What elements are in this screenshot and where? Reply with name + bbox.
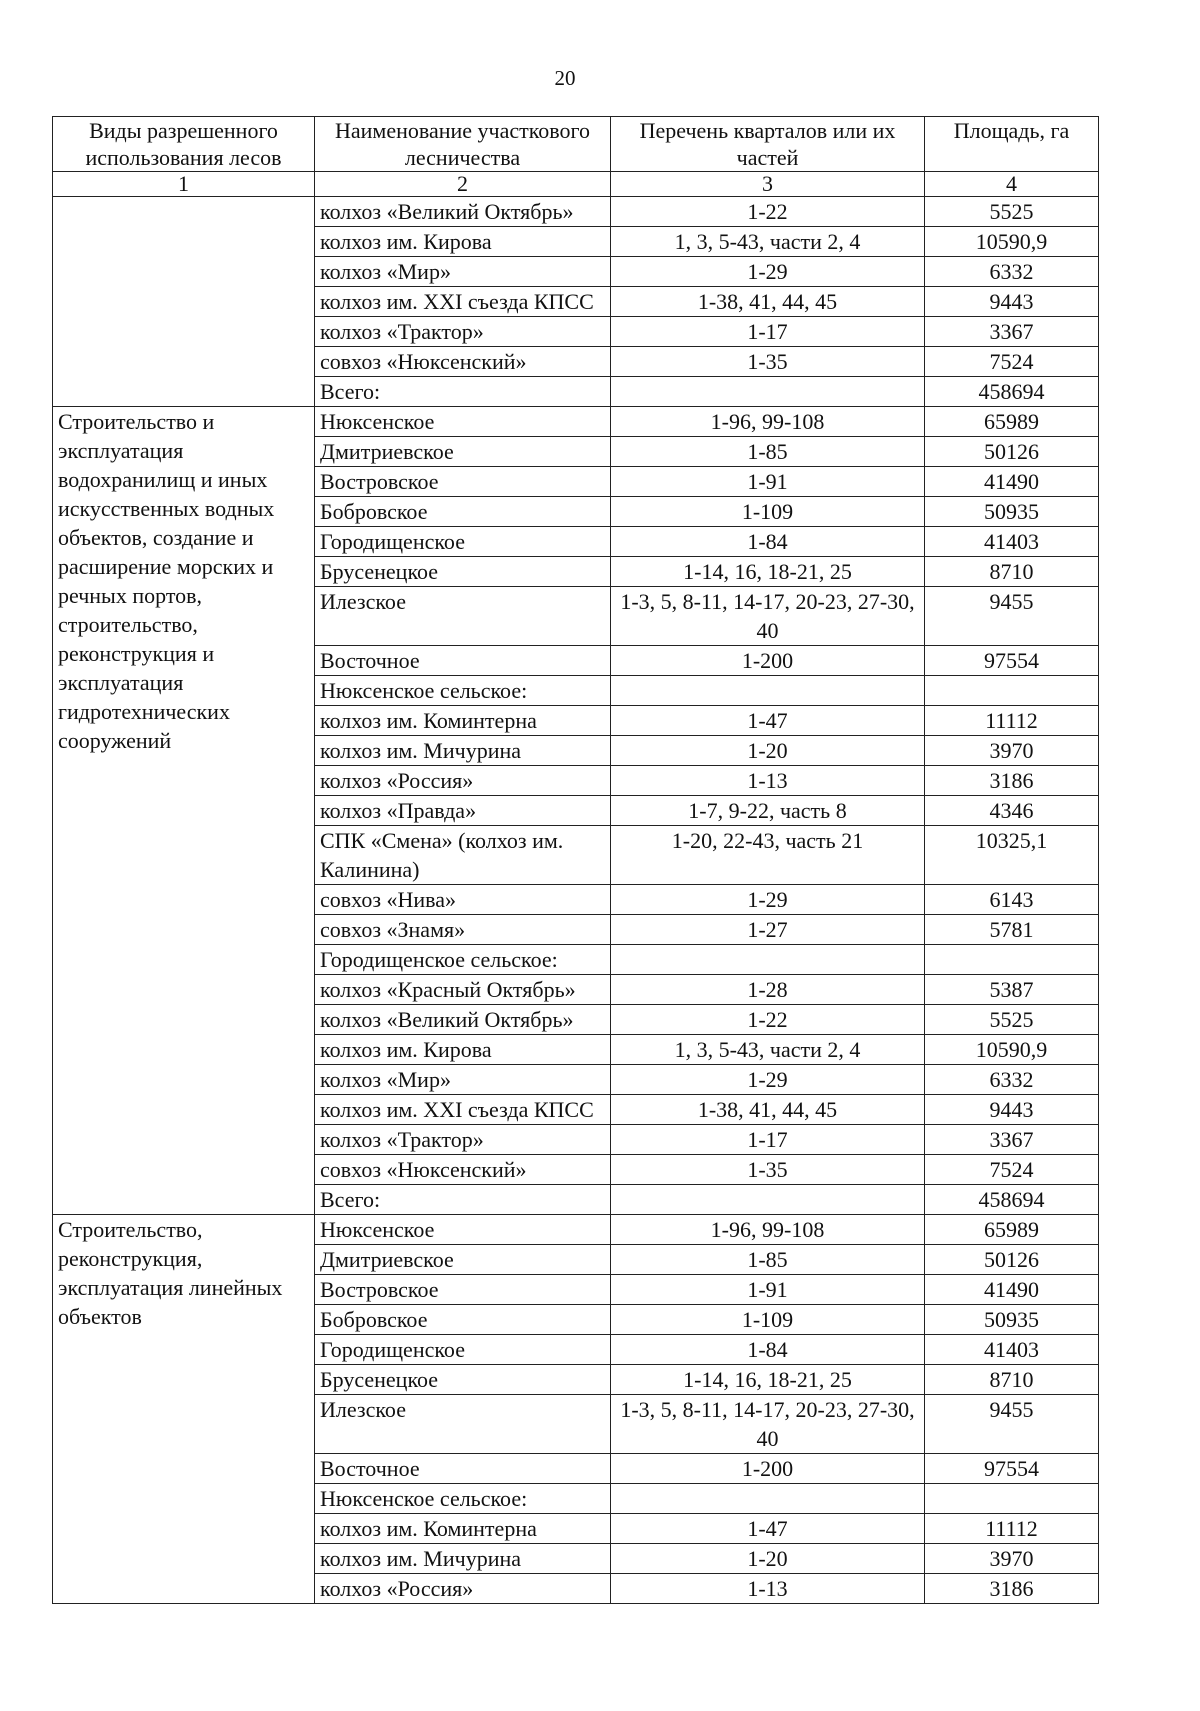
area-cell: 7524 [925,347,1099,377]
area-cell: 3970 [925,736,1099,766]
area-cell: 9443 [925,287,1099,317]
area-cell: 458694 [925,1185,1099,1215]
quarters-cell: 1-200 [611,1454,925,1484]
table-row [53,197,1099,227]
forestry-name-cell: колхоз «Мир» [315,257,611,287]
forestry-name-cell: Всего: [315,1185,611,1215]
use-type-cell: Строительство и эксплуатация водохранилищ и иных искусственных водных объектов, создание и расширение морских и речных портов, строительство, реконструкция и эксплуатация гидротехнических сооружений [53,407,315,1215]
area-cell: 7524 [925,1155,1099,1185]
quarters-cell: 1-20 [611,1544,925,1574]
area-cell: 65989 [925,1215,1099,1245]
area-cell: 41403 [925,1335,1099,1365]
area-cell [925,1484,1099,1514]
forestry-name-cell: Бобровское [315,497,611,527]
quarters-cell: 1-20 [611,736,925,766]
header-row [53,117,1099,172]
header-forestry-name: Наименование участкового лесничества [315,117,611,172]
area-cell: 3186 [925,766,1099,796]
forestry-name-cell: Городищенское [315,527,611,557]
forestry-name-cell: колхоз им. Коминтерна [315,706,611,736]
quarters-cell: 1-17 [611,1125,925,1155]
quarters-cell: 1-13 [611,1574,925,1604]
column-number: 1 [53,172,315,197]
quarters-cell: 1-28 [611,975,925,1005]
quarters-cell: 1-38, 41, 44, 45 [611,1095,925,1125]
forest-use-table [52,116,1099,1604]
area-cell: 5525 [925,1005,1099,1035]
area-cell [925,676,1099,706]
quarters-cell: 1-85 [611,1245,925,1275]
area-cell: 6332 [925,257,1099,287]
forestry-name-cell: колхоз «Великий Октябрь» [315,1005,611,1035]
quarters-cell: 1-84 [611,527,925,557]
area-cell: 41490 [925,1275,1099,1305]
forestry-name-cell: колхоз им. XXI съезда КПСС [315,287,611,317]
quarters-cell [611,1484,925,1514]
forestry-name-cell: Дмитриевское [315,437,611,467]
forestry-name-cell: Брусенецкое [315,557,611,587]
table-row [53,407,1099,437]
area-cell: 3367 [925,1125,1099,1155]
forestry-name-cell: СПК «Смена» (колхоз им. Калинина) [315,826,611,885]
forestry-name-cell: колхоз им. Кирова [315,227,611,257]
quarters-cell: 1-20, 22-43, часть 21 [611,826,925,885]
quarters-cell: 1-13 [611,766,925,796]
area-cell: 10325,1 [925,826,1099,885]
area-cell: 9443 [925,1095,1099,1125]
quarters-cell: 1-47 [611,1514,925,1544]
area-cell: 6143 [925,885,1099,915]
area-cell: 50935 [925,1305,1099,1335]
forestry-name-cell: Всего: [315,377,611,407]
quarters-cell: 1-14, 16, 18-21, 25 [611,1365,925,1395]
column-number: 4 [925,172,1099,197]
page-number: 20 [554,66,576,90]
quarters-cell [611,676,925,706]
header-area: Площадь, га [925,117,1099,172]
area-cell: 3186 [925,1574,1099,1604]
quarters-cell: 1-29 [611,885,925,915]
quarters-cell: 1-3, 5, 8-11, 14-17, 20-23, 27-30, 40 [611,1395,925,1454]
area-cell: 9455 [925,587,1099,646]
forestry-name-cell: Восточное [315,1454,611,1484]
area-cell: 65989 [925,407,1099,437]
area-cell: 41490 [925,467,1099,497]
quarters-cell: 1-14, 16, 18-21, 25 [611,557,925,587]
area-cell: 10590,9 [925,1035,1099,1065]
quarters-cell: 1-35 [611,1155,925,1185]
quarters-cell: 1-96, 99-108 [611,407,925,437]
area-cell: 97554 [925,646,1099,676]
quarters-cell: 1-38, 41, 44, 45 [611,287,925,317]
quarters-cell: 1-91 [611,1275,925,1305]
column-number: 2 [315,172,611,197]
area-cell: 50935 [925,497,1099,527]
area-cell: 3367 [925,317,1099,347]
area-cell: 50126 [925,437,1099,467]
area-cell: 458694 [925,377,1099,407]
quarters-cell: 1-3, 5, 8-11, 14-17, 20-23, 27-30, 40 [611,587,925,646]
forestry-name-cell: колхоз «Трактор» [315,1125,611,1155]
forestry-name-cell: колхоз им. Мичурина [315,1544,611,1574]
forestry-name-cell: колхоз им. Кирова [315,1035,611,1065]
area-cell: 8710 [925,1365,1099,1395]
quarters-cell: 1-109 [611,497,925,527]
quarters-cell: 1-109 [611,1305,925,1335]
forestry-name-cell: Восточное [315,646,611,676]
forestry-name-cell: Городищенское [315,1335,611,1365]
area-cell: 9455 [925,1395,1099,1454]
quarters-cell [611,377,925,407]
table-row [53,1215,1099,1245]
quarters-cell: 1-29 [611,257,925,287]
column-number: 3 [611,172,925,197]
forestry-name-cell: Востровское [315,467,611,497]
quarters-cell: 1-7, 9-22, часть 8 [611,796,925,826]
forestry-name-cell: Городищенское сельское: [315,945,611,975]
forestry-name-cell: колхоз им. Мичурина [315,736,611,766]
area-cell: 10590,9 [925,227,1099,257]
area-cell: 5387 [925,975,1099,1005]
area-cell: 3970 [925,1544,1099,1574]
quarters-cell: 1-91 [611,467,925,497]
forestry-name-cell: колхоз «Мир» [315,1065,611,1095]
area-cell: 11112 [925,1514,1099,1544]
forestry-name-cell: Нюксенское сельское: [315,1484,611,1514]
forestry-name-cell: Нюксенское [315,407,611,437]
forestry-name-cell: колхоз «Россия» [315,1574,611,1604]
use-type-cell: Строительство, реконструкция, эксплуатация линейных объектов [53,1215,315,1604]
quarters-cell: 1-29 [611,1065,925,1095]
forestry-name-cell: Илезское [315,1395,611,1454]
forestry-name-cell: совхоз «Нива» [315,885,611,915]
forestry-name-cell: колхоз «Трактор» [315,317,611,347]
table-body [53,197,1099,1604]
area-cell: 5525 [925,197,1099,227]
forestry-name-cell: Нюксенское сельское: [315,676,611,706]
forestry-name-cell: совхоз «Нюксенский» [315,347,611,377]
area-cell: 50126 [925,1245,1099,1275]
quarters-cell: 1-200 [611,646,925,676]
forestry-name-cell: совхоз «Нюксенский» [315,1155,611,1185]
forestry-name-cell: Дмитриевское [315,1245,611,1275]
forestry-name-cell: колхоз «Красный Октябрь» [315,975,611,1005]
quarters-cell: 1-17 [611,317,925,347]
forestry-name-cell: Нюксенское [315,1215,611,1245]
forestry-name-cell: колхоз им. XXI съезда КПСС [315,1095,611,1125]
area-cell: 6332 [925,1065,1099,1095]
forestry-name-cell: Бобровское [315,1305,611,1335]
quarters-cell: 1-22 [611,1005,925,1035]
column-number-row [53,172,1099,197]
quarters-cell: 1-35 [611,347,925,377]
forestry-name-cell: Брусенецкое [315,1365,611,1395]
header-quarters: Перечень кварталов или их частей [611,117,925,172]
quarters-cell [611,945,925,975]
quarters-cell: 1-84 [611,1335,925,1365]
quarters-cell: 1-22 [611,197,925,227]
quarters-cell: 1-47 [611,706,925,736]
header-use-type: Виды разрешенного использования лесов [53,117,315,172]
forestry-name-cell: Востровское [315,1275,611,1305]
quarters-cell: 1-27 [611,915,925,945]
area-cell: 41403 [925,527,1099,557]
area-cell: 8710 [925,557,1099,587]
forestry-name-cell: колхоз им. Коминтерна [315,1514,611,1544]
forestry-name-cell: колхоз «Великий Октябрь» [315,197,611,227]
area-cell [925,945,1099,975]
area-cell: 4346 [925,796,1099,826]
table-header [53,117,1099,197]
quarters-cell: 1-96, 99-108 [611,1215,925,1245]
quarters-cell [611,1185,925,1215]
area-cell: 11112 [925,706,1099,736]
quarters-cell: 1, 3, 5-43, части 2, 4 [611,227,925,257]
area-cell: 5781 [925,915,1099,945]
area-cell: 97554 [925,1454,1099,1484]
forestry-name-cell: колхоз «Россия» [315,766,611,796]
forestry-name-cell: Илезское [315,587,611,646]
forestry-name-cell: колхоз «Правда» [315,796,611,826]
forestry-name-cell: совхоз «Знамя» [315,915,611,945]
quarters-cell: 1, 3, 5-43, части 2, 4 [611,1035,925,1065]
use-type-cell [53,197,315,407]
quarters-cell: 1-85 [611,437,925,467]
